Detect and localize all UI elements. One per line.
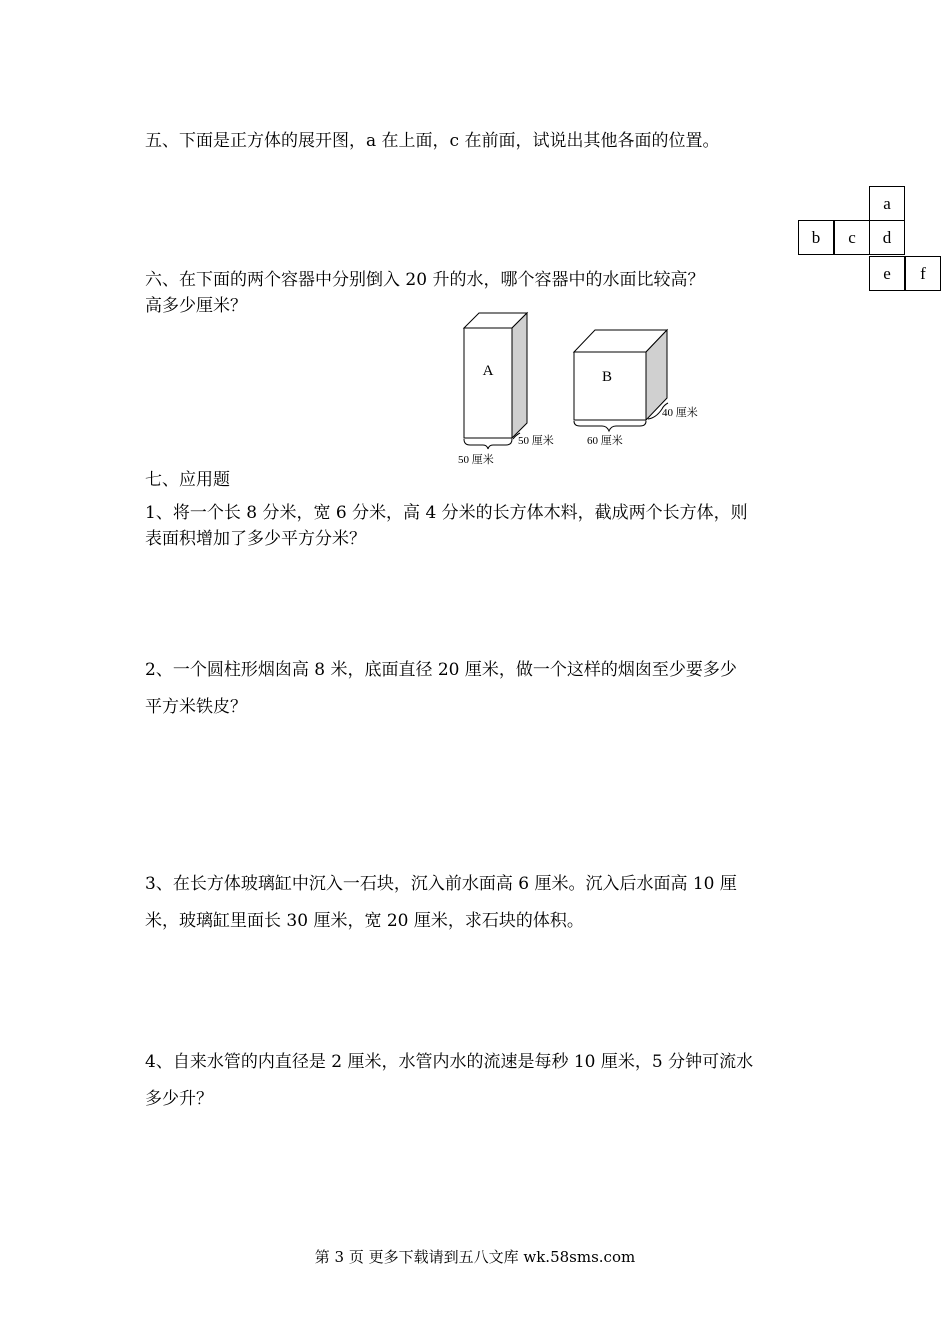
q6-number: 六 — [145, 270, 162, 290]
q7-p1-line1: 1、将一个长 8 分米，宽 6 分米，高 4 分米的长方体木料，截成两个长方体，则 — [145, 503, 748, 523]
container-a — [458, 313, 554, 466]
q7-heading: 七、应用题 — [145, 470, 230, 490]
container-a-depth-label: 50 厘米 — [518, 435, 554, 447]
q7-p1-line2: 表面积增加了多少平方分米？ — [145, 529, 366, 549]
container-b-depth-label: 40 厘米 — [662, 407, 698, 419]
q7-p4-line2: 多少升？ — [145, 1089, 213, 1109]
container-a-label: A — [482, 363, 494, 379]
q6-body: 、在下面的两个容器中分别倒入 20 升的水，哪个容器中的水面比较高？ — [162, 270, 705, 290]
q5-number: 五 — [145, 131, 162, 151]
net-cell-a: a — [869, 186, 905, 221]
net-cell-d: d — [869, 220, 905, 255]
q5-body: 、下面是正方体的展开图，a 在上面，c 在前面，试说出其他各面的位置。 — [162, 131, 720, 151]
net-cell-b: b — [798, 220, 834, 255]
q7-p4-line1: 4、自来水管的内直径是 2 厘米，水管内水的流速是每秒 10 厘米，5 分钟可流水 — [145, 1052, 754, 1072]
containers-figure — [450, 305, 720, 470]
container-b — [574, 330, 698, 447]
container-b-label: B — [601, 369, 613, 385]
q5-text — [145, 126, 719, 151]
q6-line1 — [145, 265, 704, 290]
q7-p2-line1: 2、一个圆柱形烟囱高 8 米，底面直径 20 厘米，做一个这样的烟囱至少要多少 — [145, 660, 737, 680]
q7-p3-line2: 米，玻璃缸里面长 30 厘米，宽 20 厘米，求石块的体积。 — [145, 911, 584, 931]
net-cell-c: c — [834, 220, 870, 255]
q7-p3-line1: 3、在长方体玻璃缸中沉入一石块，沉入前水面高 6 厘米。沉入后水面高 10 厘 — [145, 874, 737, 894]
net-cell-f: f — [905, 256, 941, 291]
container-a-width-label: 50 厘米 — [458, 454, 494, 466]
container-b-width-label: 60 厘米 — [587, 435, 623, 447]
q6-line2: 高多少厘米？ — [145, 296, 247, 316]
q7-p2-line2: 平方米铁皮？ — [145, 697, 247, 717]
net-cell-e: e — [869, 256, 905, 291]
page-footer: 第 3 页 更多下载请到五八文库 wk.58sms.com — [314, 1248, 636, 1266]
